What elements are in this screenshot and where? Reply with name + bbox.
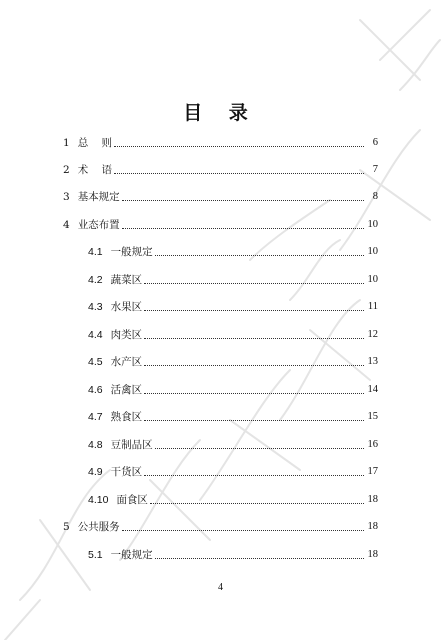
toc-leader xyxy=(144,310,364,311)
toc-page: 8 xyxy=(372,191,378,202)
toc-leader xyxy=(144,420,364,421)
toc-number: 5 xyxy=(63,521,70,533)
toc-number: 4.1 xyxy=(88,246,103,258)
toc-page: 10 xyxy=(367,219,378,230)
toc-leader xyxy=(150,503,364,504)
toc-entry[interactable] xyxy=(88,271,378,287)
toc-leader xyxy=(155,558,364,559)
toc-number: 4.9 xyxy=(88,466,103,478)
toc-label: 公共服务 xyxy=(77,521,120,533)
toc-page: 17 xyxy=(367,466,378,477)
toc-page: 14 xyxy=(367,384,378,395)
toc-page: 13 xyxy=(367,356,378,367)
toc-entry[interactable] xyxy=(63,134,378,150)
toc-entry[interactable] xyxy=(63,216,378,232)
toc-leader xyxy=(155,448,364,449)
toc-label: 蔬菜区 xyxy=(110,274,143,286)
toc-number: 4.6 xyxy=(88,384,103,396)
toc-number: 4.5 xyxy=(88,356,103,368)
toc-entry[interactable] xyxy=(88,546,378,562)
toc-label: 一般规定 xyxy=(110,549,153,561)
toc-page: 6 xyxy=(372,137,378,148)
toc-number: 4.2 xyxy=(88,274,103,286)
toc-leader xyxy=(122,228,364,229)
toc-leader xyxy=(144,393,364,394)
toc-page: 10 xyxy=(367,246,378,257)
toc-label: 肉类区 xyxy=(110,329,143,341)
toc-leader xyxy=(144,283,364,284)
toc-number: 4.10 xyxy=(88,494,109,506)
toc-number: 2 xyxy=(63,164,70,176)
toc-entry[interactable] xyxy=(88,353,378,369)
toc-entry[interactable] xyxy=(88,436,378,452)
toc-leader xyxy=(114,173,364,174)
toc-leader xyxy=(144,365,364,366)
toc-number: 1 xyxy=(63,137,70,149)
toc-number: 4.7 xyxy=(88,411,103,423)
toc-leader xyxy=(122,530,364,531)
toc-entry[interactable] xyxy=(88,408,378,424)
toc-page: 15 xyxy=(367,411,378,422)
toc-leader xyxy=(122,200,364,201)
toc-number: 4.4 xyxy=(88,329,103,341)
toc-leader xyxy=(144,338,364,339)
page-number: 4 xyxy=(218,582,223,593)
toc-entry[interactable] xyxy=(63,161,378,177)
toc-label: 一般规定 xyxy=(110,246,153,258)
toc-number: 4 xyxy=(63,219,70,231)
toc-title: 目 录 xyxy=(183,102,258,124)
toc-label: 面食区 xyxy=(116,494,148,506)
toc-page: 10 xyxy=(367,274,378,285)
toc-page: 18 xyxy=(367,549,378,560)
toc-entry[interactable] xyxy=(88,463,378,479)
toc-label: 总 则 xyxy=(77,137,113,149)
toc-entry[interactable] xyxy=(63,518,378,534)
toc-number: 3 xyxy=(63,191,70,203)
toc-number: 5.1 xyxy=(88,549,103,561)
toc-entry[interactable] xyxy=(88,243,378,259)
toc-entry[interactable] xyxy=(63,188,378,204)
toc-entry[interactable] xyxy=(88,381,378,397)
toc-entry[interactable] xyxy=(88,491,378,507)
toc-label: 术 语 xyxy=(77,164,113,176)
toc-label: 水果区 xyxy=(110,301,143,313)
toc-page: 16 xyxy=(367,439,378,450)
toc-number: 4.3 xyxy=(88,301,103,313)
toc-label: 熟食区 xyxy=(110,411,143,423)
toc-page: 18 xyxy=(367,494,378,505)
toc-entry[interactable] xyxy=(88,326,378,342)
toc-leader xyxy=(155,255,364,256)
toc-page: 18 xyxy=(367,521,378,532)
toc-label: 活禽区 xyxy=(110,384,143,396)
toc-page: 11 xyxy=(367,301,378,312)
toc-number: 4.8 xyxy=(88,439,103,451)
toc-label: 基本规定 xyxy=(77,191,120,203)
toc-label: 水产区 xyxy=(110,356,143,368)
toc-label: 业态布置 xyxy=(77,219,120,231)
toc-entry[interactable] xyxy=(88,298,378,314)
toc-leader xyxy=(114,146,364,147)
toc-label: 豆制品区 xyxy=(110,439,153,451)
toc-leader xyxy=(144,475,364,476)
toc-page: 7 xyxy=(372,164,378,175)
toc-page: 12 xyxy=(367,329,378,340)
toc-label: 干货区 xyxy=(110,466,143,478)
